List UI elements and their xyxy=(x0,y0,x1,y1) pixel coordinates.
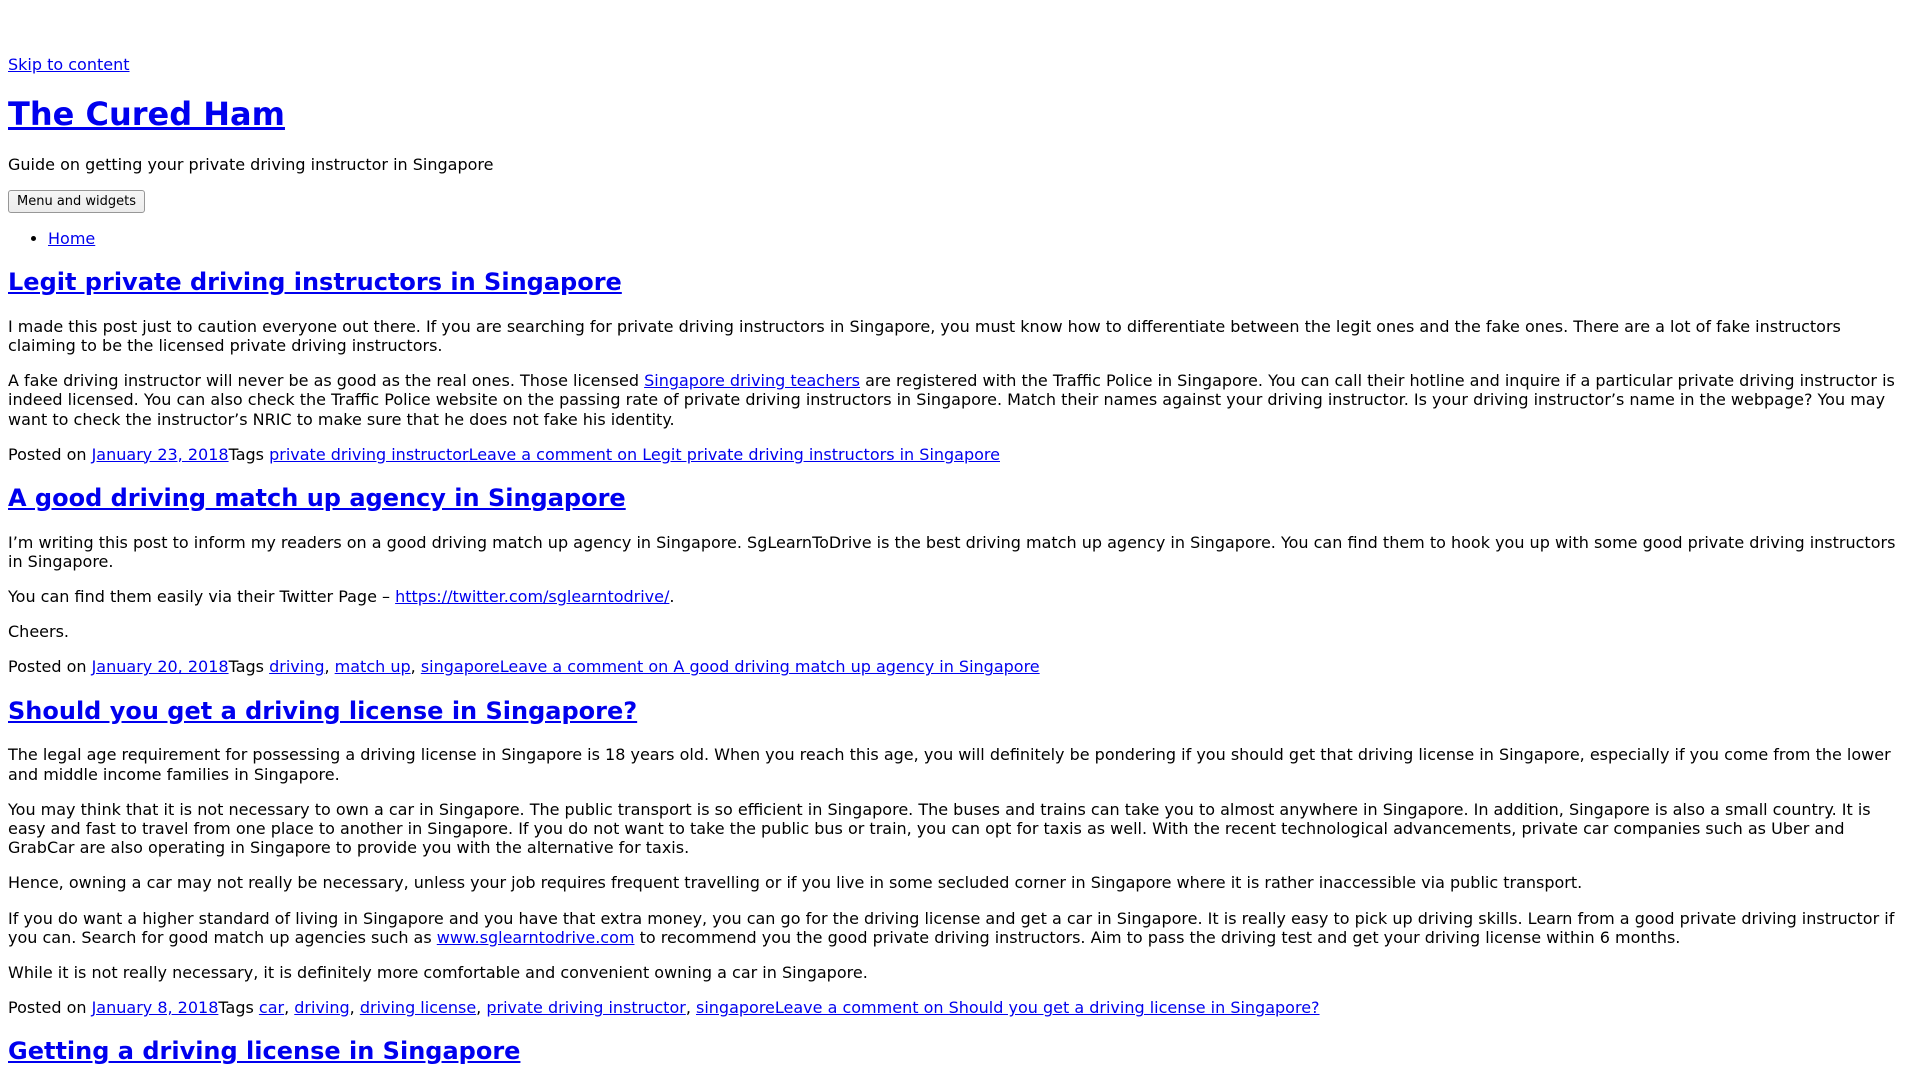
tag-separator: , xyxy=(284,998,295,1018)
post-paragraph: While it is not really necessary, it is definitely more comfortable and convenient owning a car in Singapore. xyxy=(8,962,868,982)
leave-comment-link[interactable]: Leave a comment on Should you get a driving license in Singapore? xyxy=(774,998,1320,1018)
tag-link[interactable]: private driving instructor xyxy=(269,444,469,464)
tag-link[interactable]: driving license xyxy=(359,998,477,1018)
post-should-you-get-driving-license xyxy=(8,697,1912,1018)
nav-item-home xyxy=(48,229,1912,248)
tag-link[interactable]: driving xyxy=(269,657,325,677)
post-title-link[interactable]: Legit private driving instructors in Singapore xyxy=(8,267,622,296)
site-tagline: Guide on getting your private driving instructor in Singapore xyxy=(8,154,494,174)
tag-separator: , xyxy=(476,998,487,1018)
post-paragraph: You may think that it is not necessary to own a car in Singapore. The public transport is so efficient in Singapore. The buses and trains can take you to almost anywhere in Singapore. In addition, Singapore is also a small country. It is easy and fast to travel from one place to another in Singapore. If you do not want to take the public bus or train, you can opt for taxis as well. With the recent technological advancements, private car companies such as Uber and GrabCar are also operating in Singapore to provide you with the alternative for taxis. xyxy=(8,799,1871,858)
tag-link[interactable]: match up xyxy=(334,657,411,677)
primary-nav xyxy=(8,229,1912,248)
post-meta xyxy=(8,657,1912,676)
post-title xyxy=(8,697,1912,726)
skip-to-content-link[interactable]: Skip to content xyxy=(8,55,130,74)
leave-comment-link[interactable]: Leave a comment on A good driving match up agency in Singapore xyxy=(499,657,1040,677)
post-getting-driving-license xyxy=(8,1037,1912,1066)
post-date-link[interactable]: January 8, 2018 xyxy=(91,998,219,1018)
post-meta xyxy=(8,445,1912,464)
tag-link[interactable]: car xyxy=(258,998,285,1018)
post-title xyxy=(8,1037,1912,1066)
post-date-link[interactable]: January 20, 2018 xyxy=(91,657,229,677)
post-title-link[interactable]: A good driving match up agency in Singapore xyxy=(8,483,626,512)
site-title xyxy=(8,95,1912,133)
tags-label: Tags xyxy=(218,998,259,1018)
paragraph-text: You can find them easily via their Twitter Page – xyxy=(8,587,396,607)
post-good-driving-match-up-agency xyxy=(8,484,1912,677)
singapore-driving-teachers-link[interactable]: Singapore driving teachers xyxy=(644,371,860,391)
posted-on-label: Posted on xyxy=(8,998,92,1018)
tag-separator: , xyxy=(685,998,696,1018)
post-title xyxy=(8,484,1912,513)
tag-separator: , xyxy=(349,998,360,1018)
tag-separator: , xyxy=(324,657,335,677)
menu-and-widgets-button[interactable]: Menu and widgets xyxy=(8,190,145,213)
site-title-link[interactable]: The Cured Ham xyxy=(8,95,285,134)
post-paragraph: Cheers. xyxy=(8,622,69,642)
tags-label: Tags xyxy=(228,444,270,464)
post-paragraph: The legal age requirement for possessing a driving license in Singapore is 18 years old. When you reach this age, you will definitely be pondering if you should get that driving license in Singapore, especially if you come from the lower and middle income families in Singapore. xyxy=(8,745,1891,784)
post-meta xyxy=(8,998,1912,1017)
paragraph-text: are registered with the Traffic Police in Singapore. You can call their hotline and inquire if a particular private driving instructor is indeed licensed. You can also check the Traffic Police website on the passing rate of private driving instructors in Singapore. Match their names against your driving instructor. Is your driving instructor’s name in the webpage? You may want to check the instructor’s NRIC to make sure that he does not fake his identity. xyxy=(8,371,1895,429)
tag-separator: , xyxy=(410,657,421,677)
posted-on-label: Posted on xyxy=(8,657,92,677)
leave-comment-link[interactable]: Leave a comment on Legit private driving instructors in Singapore xyxy=(468,444,1000,464)
post-paragraph xyxy=(8,371,1912,429)
post-title xyxy=(8,268,1912,297)
nav-home-link[interactable]: Home xyxy=(48,228,96,248)
post-date-link[interactable]: January 23, 2018 xyxy=(91,444,229,464)
post-paragraph: I’m writing this post to inform my readers on a good driving match up agency in Singapore. SgLearnToDrive is the best driving match up agency in Singapore. You can find them to hook you up with some good private driving instructors in Singapore. xyxy=(8,532,1896,571)
post-paragraph: Hence, owning a car may not really be necessary, unless your job requires frequent travelling or if you live in some secluded corner in Singapore where it is rather inaccessible via public transport. xyxy=(8,873,1583,893)
post-title-link[interactable]: Should you get a driving license in Singapore? xyxy=(8,696,638,725)
post-legit-private-driving-instructors xyxy=(8,268,1912,464)
paragraph-text: . xyxy=(669,587,675,607)
paragraph-text: If you do want a higher standard of living in Singapore and you have that extra money, you can go for the driving license and get a car in Singapore. It is really easy to pick up driving skills. Learn from a good private driving instructor if you can. Search for good match up agencies such as xyxy=(8,908,1895,947)
sglearntodrive-link[interactable]: www.sglearntodrive.com xyxy=(436,927,635,947)
post-paragraph: I made this post just to caution everyone out there. If you are searching for private driving instructors in Singapore, you must know how to differentiate between the legit ones and the fake ones. There are a lot of fake instructors claiming to be the licensed private driving instructors. xyxy=(8,316,1841,355)
tag-link[interactable]: singapore xyxy=(695,998,775,1018)
tag-link[interactable]: driving xyxy=(294,998,350,1018)
paragraph-text: A fake driving instructor will never be as good as the real ones. Those licensed xyxy=(8,371,645,391)
posted-on-label: Posted on xyxy=(8,444,92,464)
twitter-page-link[interactable]: https://twitter.com/sglearntodrive/ xyxy=(395,587,670,607)
paragraph-text: to recommend you the good private driving instructors. Aim to pass the driving test and get your driving license within 6 months. xyxy=(634,927,1681,947)
tag-link[interactable]: private driving instructor xyxy=(486,998,686,1018)
post-paragraph xyxy=(8,587,1912,606)
tag-link[interactable]: singapore xyxy=(420,657,500,677)
tags-label: Tags xyxy=(228,657,270,677)
post-title-link[interactable]: Getting a driving license in Singapore xyxy=(8,1037,521,1066)
post-paragraph xyxy=(8,909,1912,947)
